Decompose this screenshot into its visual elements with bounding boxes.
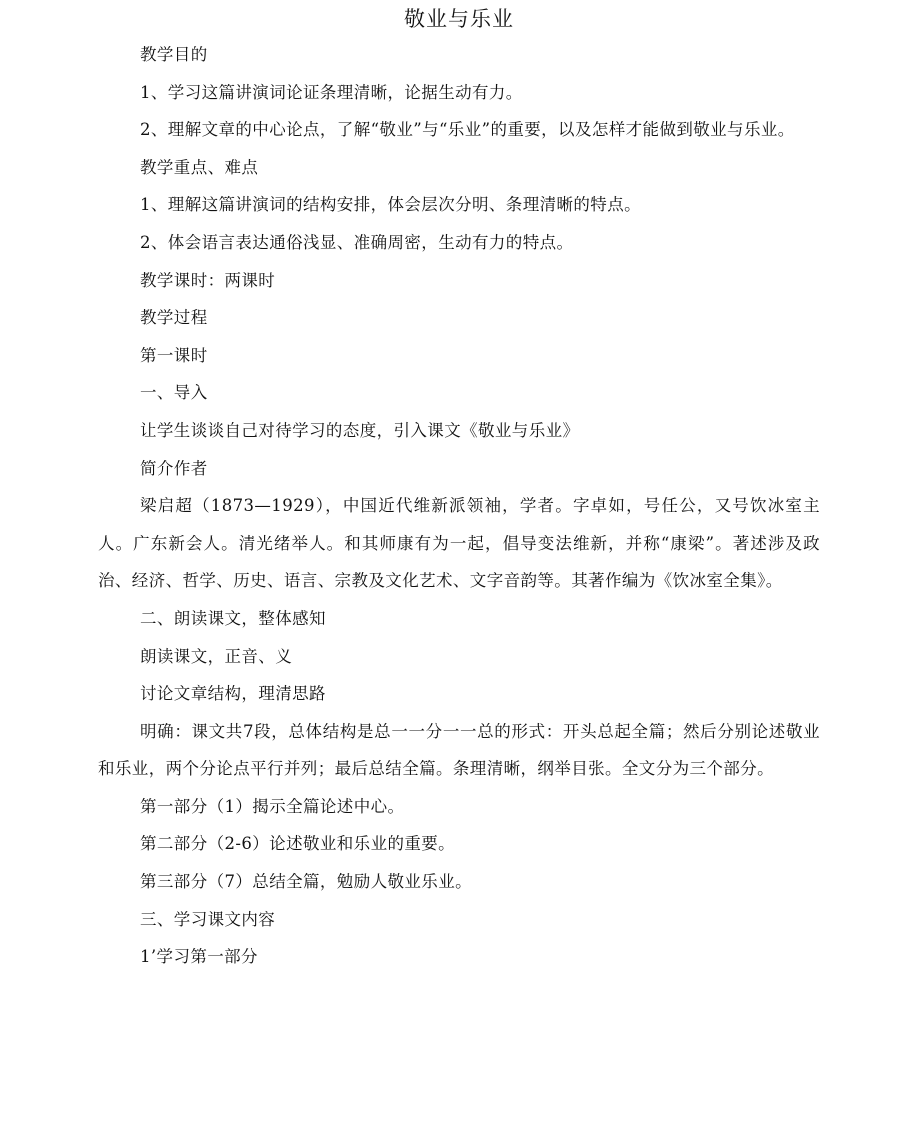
paragraph-reading-text: 朗读课文，正音、义 <box>140 646 293 666</box>
paragraph-part-1: 第一部分（1）揭示全篇论述中心。 <box>140 796 405 816</box>
paragraph-class-hours: 教学课时：两课时 <box>140 270 276 290</box>
paragraph-first-lesson-heading: 第一课时 <box>140 345 208 365</box>
paragraph-section-reading-heading: 二、朗读课文，整体感知 <box>140 608 326 628</box>
paragraph-section-intro-heading: 一、导入 <box>140 383 208 403</box>
paragraph-structure-answer: 明确：课文共7段，总体结构是总一一分一一总的形式：开头总起全篇；然后分别论述敬业和乐业，两个分论点平行并列；最后总结全篇。条理清晰，纲举目张。全文分为三个部分。 <box>98 721 820 779</box>
paragraph-author-bio: 梁启超（1873—1929），中国近代维新派领袖，学者。字卓如，号任公，又号饮冰室主人。广东新会人。清光绪举人。和其师康有为一起，倡导变法维新，并称“康梁”。著述涉及政治、经济、哲学、历史、语言、宗教及文化艺术、文字音韵等。其著作编为《饮冰室全集》。 <box>98 496 820 591</box>
paragraph-key-points-heading: 教学重点、难点 <box>140 157 259 177</box>
paragraph-key-point-1: 1、理解这篇讲演词的结构安排，体会层次分明、条理清晰的特点。 <box>140 195 641 215</box>
paragraph-teaching-goals-heading: 教学目的 <box>140 45 208 64</box>
document-page <box>98 0 820 976</box>
paragraph-goal-2: 2、理解文章的中心论点，了解“敬业”与“乐业”的重要，以及怎样才能做到敬业与乐业。 <box>140 120 795 140</box>
paragraph-intro-text: 让学生谈谈自己对待学习的态度，引入课文《敬业与乐业》 <box>140 420 580 440</box>
document-title: 敬业与乐业 <box>404 7 514 31</box>
paragraph-key-point-2: 2、体会语言表达通俗浅显、准确周密，生动有力的特点。 <box>140 232 574 252</box>
paragraph-study-part-1: 1’学习第一部分 <box>140 947 258 967</box>
paragraph-author-heading: 简介作者 <box>140 458 208 478</box>
paragraph-structure-discussion: 讨论文章结构，理清思路 <box>140 684 326 704</box>
paragraph-teaching-process-heading: 教学过程 <box>140 308 208 328</box>
paragraph-part-2: 第二部分（2-6）论述敬业和乐业的重要。 <box>140 834 456 854</box>
paragraph-part-3: 第三部分（7）总结全篇，勉励人敬业乐业。 <box>140 872 472 892</box>
paragraph-goal-1: 1、学习这篇讲演词论证条理清晰，论据生动有力。 <box>140 82 523 102</box>
paragraph-section-content-heading: 三、学习课文内容 <box>140 909 276 929</box>
